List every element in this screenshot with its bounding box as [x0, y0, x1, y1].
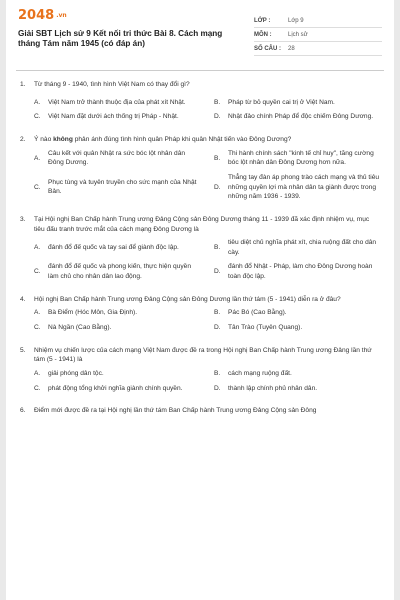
option-text: tiêu diệt chủ nghĩa phát xít, chia ruộng đất cho dân cày. — [228, 239, 377, 256]
option-item[interactable] — [34, 262, 214, 281]
question-item — [6, 135, 394, 207]
option-item[interactable] — [34, 112, 214, 122]
option-text: đánh đổ đế quốc và tay sai để giành độc lập. — [48, 244, 179, 252]
option-item[interactable] — [214, 173, 394, 202]
option-text: Tân Trào (Tuyên Quang). — [228, 324, 303, 332]
option-letter: C. — [34, 384, 41, 392]
option-letter: C. — [34, 268, 41, 276]
option-item[interactable] — [34, 98, 214, 108]
question-number: 6. — [20, 407, 26, 415]
question-text: Nhiệm vụ chiến lược của cách mạng Việt Nam được đề ra trong Hội nghị Ban Chấp hành Trung ương Đảng lần thứ tám (5 - 1941) là — [34, 346, 372, 364]
option-item[interactable] — [214, 384, 394, 394]
option-text: Câu kết với quân Nhật ra sức bóc lột nhân dân Đông Dương. — [48, 149, 186, 167]
option-letter: D. — [214, 268, 221, 276]
meta-row-class — [254, 14, 382, 28]
option-list — [6, 308, 394, 337]
option-letter: D. — [214, 324, 221, 332]
option-text: cách mạng ruộng đất. — [228, 370, 292, 378]
site-logo[interactable] — [18, 8, 67, 23]
question-line — [6, 80, 394, 90]
question-text: Điểm mới được đề ra tại Hội nghị lần thứ tám Ban Chấp hành Trung ương Đảng Cộng sản Đông — [34, 407, 317, 415]
option-item[interactable] — [34, 369, 214, 379]
option-text: Thi hành chính sách "kinh tế chỉ huy", tăng cường bóc lột nhân dân Đông Dương hơn nữa. — [228, 149, 374, 167]
document-page — [6, 0, 394, 600]
question-number: 2. — [20, 135, 26, 143]
question-text-part: Ý nào — [34, 135, 54, 143]
question-item — [6, 215, 394, 287]
question-line — [6, 135, 394, 145]
option-list — [6, 149, 394, 207]
question-line — [6, 295, 394, 305]
question-text: Tại Hội nghị Ban Chấp hành Trung ương Đảng Cộng sản Đông Dương tháng 11 - 1939 đã xác định nhiệm vụ, mục tiêu đấu tranh trước mắt của cách mạng Đông Dương là — [34, 215, 370, 233]
option-letter: C. — [34, 183, 41, 191]
option-letter: D. — [214, 384, 221, 392]
document-header — [6, 0, 394, 60]
option-item[interactable] — [214, 112, 394, 122]
option-item[interactable] — [34, 308, 214, 318]
option-letter: C. — [34, 324, 41, 332]
question-item — [6, 346, 394, 399]
option-text: Pác Bó (Cao Bằng). — [228, 309, 287, 317]
question-text: Từ tháng 9 - 1940, tình hình Việt Nam có thay đổi gì? — [34, 81, 190, 88]
option-text: thành lập chính phủ nhân dân. — [228, 384, 318, 392]
option-item[interactable] — [214, 98, 394, 108]
option-text: Việt Nam đặt dưới ách thống trị Pháp - Nhật. — [48, 113, 179, 121]
option-text: Nhật đảo chính Pháp để độc chiếm Đông Dương. — [228, 113, 374, 121]
option-item[interactable] — [214, 308, 394, 318]
meta-row-count — [254, 42, 382, 56]
meta-value: Lớp 9 — [288, 17, 304, 24]
option-letter: B. — [214, 309, 221, 317]
option-item[interactable] — [214, 238, 394, 257]
meta-key: SỐ CÂU : — [254, 45, 281, 52]
meta-value: Lịch sử — [288, 31, 308, 38]
option-item[interactable] — [34, 173, 214, 202]
option-letter: C. — [34, 113, 41, 121]
option-text: Bà Điểm (Hóc Môn, Gia Định). — [48, 309, 138, 317]
option-text: Thẳng tay đàn áp phong trào cách mạng và thủ tiêu những quyền lợi mà nhân dân ta giành được trong những năm 1936 - 1939. — [228, 173, 380, 201]
option-item[interactable] — [34, 238, 214, 257]
meta-key: MÔN : — [254, 31, 272, 38]
option-letter: A. — [34, 98, 41, 106]
question-line — [6, 215, 394, 235]
header-divider — [16, 70, 384, 71]
question-text-emphasis: không — [53, 135, 73, 143]
question-item — [6, 295, 394, 338]
option-letter: A. — [34, 154, 41, 162]
question-line — [6, 406, 394, 416]
option-item[interactable] — [214, 323, 394, 333]
question-item — [6, 80, 394, 127]
option-text: phát động tổng khởi nghĩa giành chính quyền. — [48, 384, 183, 392]
question-text-part: phản ánh đúng tình hình quân Pháp khi quân Nhật tiến vào Đông Dương? — [72, 135, 292, 143]
option-text: Việt Nam trở thành thuộc địa của phát xít Nhật. — [48, 98, 186, 106]
option-item[interactable] — [214, 262, 394, 281]
option-letter: A. — [34, 244, 41, 252]
option-text: đánh đổ Nhật - Pháp, làm cho Đông Dương hoàn toàn độc lập. — [228, 263, 373, 281]
question-number: 1. — [20, 81, 26, 88]
question-line — [6, 346, 394, 366]
option-text: Nà Ngần (Cao Bằng). — [48, 324, 112, 332]
meta-value: 28 — [288, 45, 295, 52]
option-letter: B. — [214, 98, 221, 106]
option-list — [6, 238, 394, 286]
option-letter: B. — [214, 154, 221, 162]
option-letter: B. — [214, 370, 221, 378]
question-text: Hội nghị Ban Chấp hành Trung ương Đảng Cộng sản Đông Dương lần thứ tám (5 - 1941) diễn ra ở đâu? — [34, 295, 341, 303]
question-item — [6, 406, 394, 416]
option-text: Phục tùng và tuyên truyền cho sức mạnh của Nhật Bản. — [48, 178, 197, 196]
logo-text: 2048 — [18, 8, 55, 23]
option-letter: D. — [214, 183, 221, 191]
option-letter: D. — [214, 113, 221, 121]
question-number: 3. — [20, 215, 26, 223]
option-list — [6, 98, 394, 127]
question-text — [34, 135, 374, 145]
option-letter: A. — [34, 309, 41, 317]
option-item[interactable] — [34, 323, 214, 333]
meta-row-subject — [254, 28, 382, 42]
option-text: giải phóng dân tộc. — [48, 370, 104, 378]
option-item[interactable] — [214, 369, 394, 379]
option-text: Pháp từ bỏ quyền cai trị ở Việt Nam. — [228, 98, 335, 106]
option-item[interactable] — [214, 149, 394, 168]
logo-suffix: .vn — [56, 12, 67, 19]
meta-key: LỚP : — [254, 17, 271, 24]
option-text: đánh đổ đế quốc và phong kiến, thực hiện quyền làm chủ cho nhân dân lao động. — [48, 263, 191, 281]
option-letter: B. — [214, 244, 221, 252]
option-list — [6, 369, 394, 398]
question-list — [6, 80, 394, 424]
option-item[interactable] — [34, 384, 214, 394]
option-item[interactable] — [34, 149, 214, 168]
question-number: 4. — [20, 295, 26, 303]
document-meta-table — [254, 14, 382, 56]
option-letter: A. — [34, 370, 41, 378]
document-title: Giải SBT Lịch sử 9 Kết nối tri thức Bài 8. Cách mạng tháng Tám năm 1945 (có đáp án) — [18, 29, 223, 48]
question-number: 5. — [20, 346, 26, 354]
